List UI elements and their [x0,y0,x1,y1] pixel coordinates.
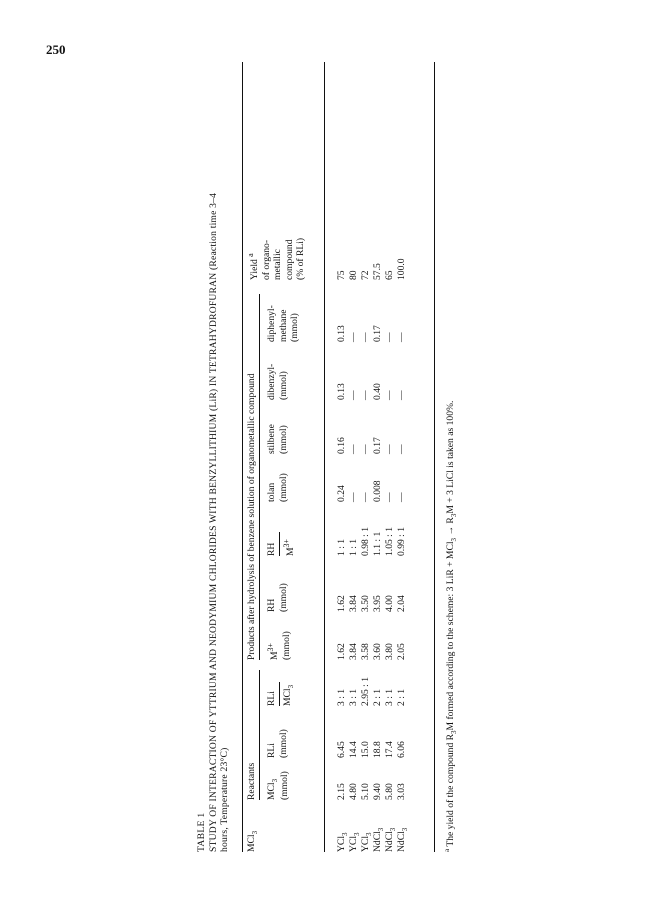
table-cell: 3.03 [396,783,407,800]
table-cell: 72 [360,270,371,280]
table-cell: — [384,492,395,502]
table-cell: 65 [384,270,395,280]
table-cell: — [384,444,395,454]
table-cell: 17.4 [384,741,395,758]
table-cell: 18.8 [372,741,383,758]
table-cell: 3.60 [372,643,383,660]
table-cell: 3 : 1 [336,688,347,706]
header-m3-mmol: $M^{3+}$ (mmol) [266,631,292,660]
table-cell: 80 [348,270,359,280]
table-cell: — [396,492,407,502]
table-cell: NdCl$_3$ [396,827,409,852]
table-cell: 100.0 [396,258,407,280]
table-cell: 6.45 [336,741,347,758]
table-cell: — [384,332,395,342]
table-cell: 5.10 [360,783,371,800]
table-caption [196,62,231,852]
table-cell: 3.95 [372,595,383,612]
table-title-line-2: hours, Temperature 23°C) [219,747,230,852]
table-cell: 0.24 [336,485,347,502]
table-cell: 1 : 1 [348,538,359,556]
table-cell: 2.05 [396,643,407,660]
table-cell: 0.40 [372,383,383,400]
table-cell: 3 : 1 [384,688,395,706]
table-cell: 0.99 : 1 [396,526,407,556]
table-cell: 2.04 [396,595,407,612]
table-cell: — [348,332,359,342]
header-products: Products after hydrolysis of benzene solution of organometallic compound [246,373,257,660]
table-cell: 2 : 1 [372,688,383,706]
table-cell: — [348,444,359,454]
table-cell: — [348,390,359,400]
products-span-rule [259,294,260,660]
table-cell: 1.62 [336,643,347,660]
header-reactants: Reactants [246,762,257,800]
table-cell: 6.06 [396,741,407,758]
table-cell: 1.05 : 1 [384,526,395,556]
table-cell: — [396,444,407,454]
table-cell: 15.0 [360,741,371,758]
table-bottom-rule [434,62,435,852]
table-cell: — [360,492,371,502]
table-cell: — [360,390,371,400]
table-cell: 1 : 1 [336,538,347,556]
header-yield: Yield $^a$ of organo- metallic compound (% of RLi) [246,237,307,280]
table-title-line-1: STUDY OF INTERACTION OF YTTRIUM AND NEODYMIUM CHLORIDES WITH BENZYLLITHIUM (LiR) IN TETRAHYDROFURAN (Reaction time 3–4 [207,192,219,852]
table-cell: — [348,492,359,502]
table-cell: 1.1 : 1 [372,531,383,556]
table-cell: 2.15 [336,783,347,800]
header-mcl3-mmol: MCl$_3$ (mmol) [266,771,291,800]
table-cell: 3.84 [348,643,359,660]
page-number: 250 [46,42,66,57]
table-cell: 0.17 [372,325,383,342]
rotated-table-block [196,60,459,852]
table-cell: 0.16 [336,437,347,454]
table-number: TABLE 1 [196,812,207,852]
table-cell: YCl$_3$ [336,832,349,852]
table-cell: 4.80 [348,783,359,800]
table-cell: 1.62 [336,595,347,612]
table-cell: 5.80 [384,783,395,800]
table-top-rule [242,62,243,852]
table-cell: 0.17 [372,437,383,454]
table-cell: 0.13 [336,325,347,342]
table-cell: NdCl$_3$ [372,827,385,852]
table-cell: YCl$_3$ [348,832,361,852]
table-cell: 0.98 : 1 [360,526,371,556]
table-cell: 75 [336,270,347,280]
header-stilbene: stilbene (mmol) [266,424,289,454]
header-tolan: tolan (mmol) [266,473,289,502]
table-cell: 9.40 [372,783,383,800]
header-rh-mmol: RH (mmol) [266,583,289,612]
table-cell: 0.008 [372,480,383,502]
table-cell: 2 : 1 [396,688,407,706]
table-cell: YCl$_3$ [360,832,373,852]
header-bottom-rule [324,62,325,852]
header-rli-mcl3-ratio: RLi MCl$_3$ [266,682,295,706]
table-cell: — [360,332,371,342]
header-diphenylmethane: diphenyl- methane (mmol) [266,305,300,342]
table-cell: — [360,444,371,454]
table-cell: 14.4 [348,741,359,758]
table-cell: 0.13 [336,383,347,400]
table-cell: 2.95 : 1 [360,676,371,706]
table-cell: 57.5 [372,263,383,280]
header-rh-m3-ratio: RH $M^{3+}$ [266,532,296,556]
table-footnote: $^a$ The yield of the compound $R_3M$ formed according to the scheme: 3 LiR + $MCl_3 \to R_3M + 3$ LiCl is taken as 100%. [443,400,459,852]
table-cell: 3 : 1 [348,688,359,706]
header-mcl3: MCl$_3$ [246,830,259,852]
table-cell: — [384,390,395,400]
table-cell: 3.58 [360,643,371,660]
table-cell: 3.50 [360,595,371,612]
table-cell: NdCl$_3$ [384,827,397,852]
header-rli-mmol: RLi (mmol) [266,729,289,758]
header-dibenzyl: dibenzyl- (mmol) [266,363,289,400]
table-cell: — [396,332,407,342]
table-cell: 3.84 [348,595,359,612]
table-cell: — [396,390,407,400]
table-cell: 3.80 [384,643,395,660]
table-cell: 4.00 [384,595,395,612]
reactants-span-rule [259,670,260,800]
